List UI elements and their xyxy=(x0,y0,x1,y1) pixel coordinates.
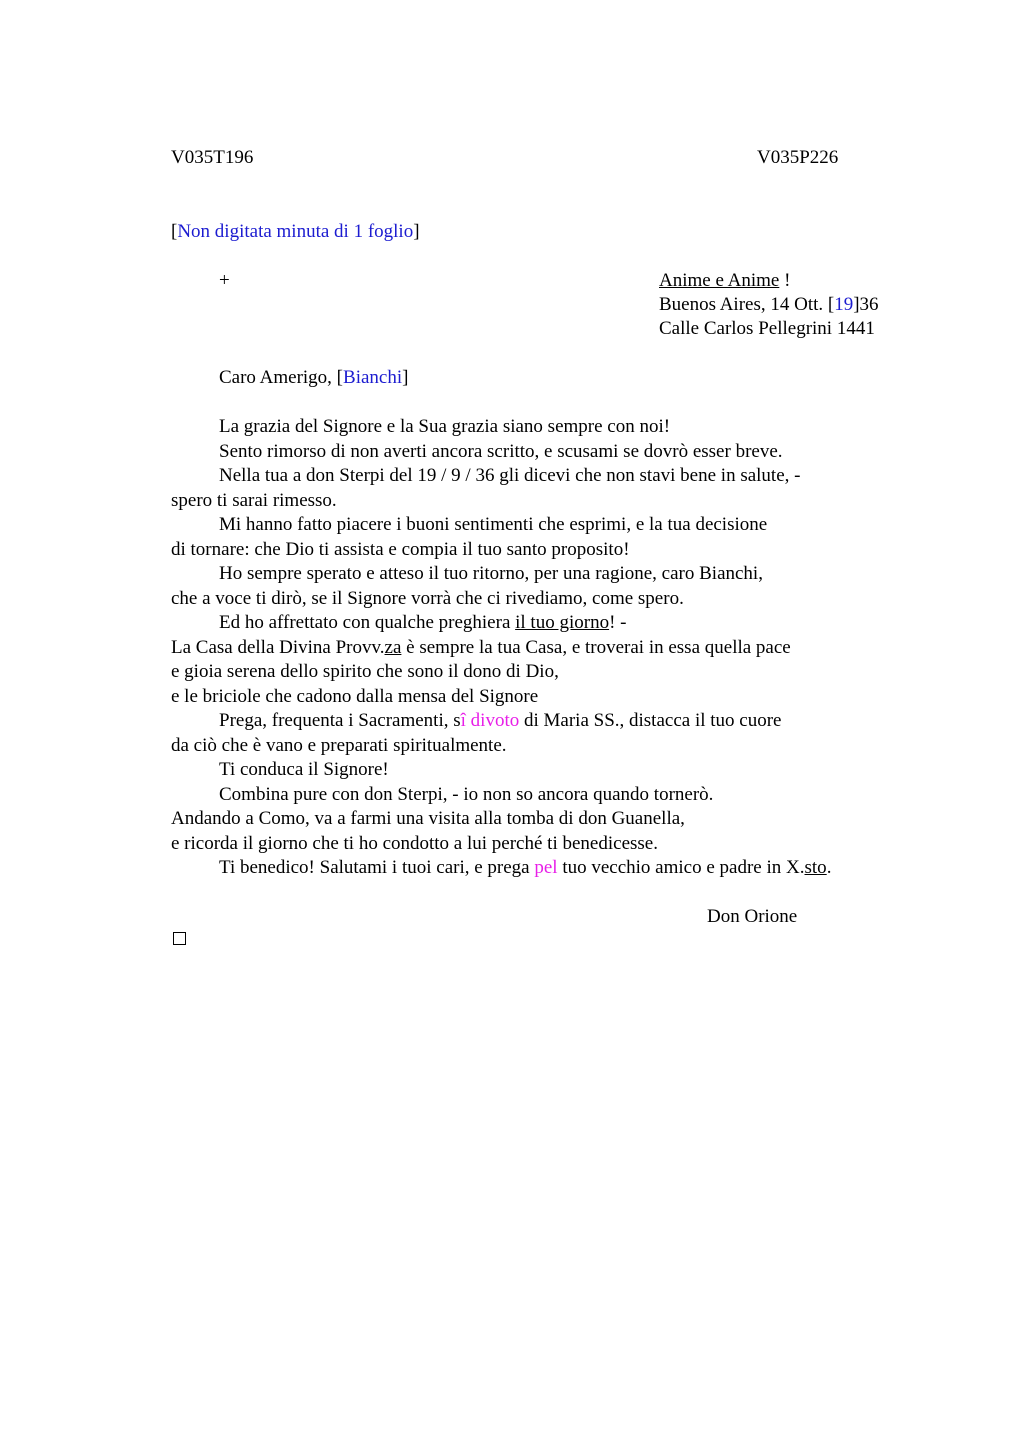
text-fragment: Ed ho affrettato con qualche preghiera xyxy=(219,612,516,633)
salutation-prefix: Caro Amerigo, [ xyxy=(219,367,344,388)
motto-underlined: Anime e Anime xyxy=(659,270,780,291)
body-line xyxy=(219,611,626,635)
body-line: Combina pure con don Sterpi, - io non so ancora quando tornerò. xyxy=(219,784,714,805)
body-line xyxy=(219,856,831,880)
body-line xyxy=(171,636,791,660)
text-fragment: di Maria SS., distacca il tuo cuore xyxy=(519,710,782,731)
empty-box-icon xyxy=(173,932,186,945)
underlined-abbreviation: sto xyxy=(804,857,827,878)
text-fragment: . xyxy=(826,857,832,878)
salutation xyxy=(219,366,408,390)
underlined-phrase: il tuo giorno xyxy=(515,612,610,633)
body-line xyxy=(219,709,781,733)
date-suffix: ]36 xyxy=(853,294,879,315)
body-line: Andando a Como, va a farmi una visita alla tomba di don Guanella, xyxy=(171,808,685,829)
body-line: che a voce ti dirò, se il Signore vorrà che ci rivediamo, come spero. xyxy=(171,588,684,609)
body-line: Nella tua a don Sterpi del 19 / 9 / 36 gli dicevi che non stavi bene in salute, - xyxy=(219,465,801,486)
salutation-suffix: ] xyxy=(402,367,409,388)
note-close-bracket: ] xyxy=(413,221,420,242)
text-fragment: è sempre la tua Casa, e troverai in essa quella pace xyxy=(401,637,791,658)
body-line: da ciò che è vano e preparati spiritualmente. xyxy=(171,735,507,756)
underlined-abbreviation: za xyxy=(384,637,402,658)
text-fragment: ! - xyxy=(609,612,627,633)
highlighted-word: pel xyxy=(534,857,558,878)
body-line: e gioia serena dello spirito che sono il dono di Dio, xyxy=(171,661,559,682)
signature: Don Orione xyxy=(707,906,798,927)
text-fragment: Prega, frequenta i Sacramenti, s xyxy=(219,710,461,731)
editorial-note xyxy=(171,220,420,244)
body-line: e le briciole che cadono dalla mensa del Signore xyxy=(171,686,539,707)
body-line: e ricorda il giorno che ti ho condotto a lui perché ti benedicesse. xyxy=(171,833,658,854)
note-text: Non digitata minuta di 1 foglio xyxy=(177,221,414,242)
text-fragment: La Casa della Divina Provv. xyxy=(171,637,385,658)
address: Calle Carlos Pellegrini 1441 xyxy=(659,318,875,339)
highlighted-phrase: î divoto xyxy=(460,710,520,731)
document-code-right: V035P226 xyxy=(757,147,839,168)
text-fragment: tuo vecchio amico e padre in X. xyxy=(557,857,805,878)
body-line: Mi hanno fatto piacere i buoni sentimenti che esprimi, e la tua decisione xyxy=(219,514,768,535)
text-fragment: Ti benedico! Salutami i tuoi cari, e prega xyxy=(219,857,535,878)
salutation-name: Bianchi xyxy=(343,367,403,388)
body-line: spero ti sarai rimesso. xyxy=(171,490,337,511)
cross-symbol: + xyxy=(219,270,230,291)
body-line: La grazia del Signore e la Sua grazia siano sempre con noi! xyxy=(219,416,671,437)
body-line: Ho sempre sperato e atteso il tuo ritorno, per una ragione, caro Bianchi, xyxy=(219,563,763,584)
note-open-bracket: [ xyxy=(171,221,178,242)
date-prefix: Buenos Aires, 14 Ott. [ xyxy=(659,294,835,315)
motto-suffix: ! xyxy=(779,270,791,291)
place-date xyxy=(659,293,879,317)
motto xyxy=(659,269,790,293)
body-line: Ti conduca il Signore! xyxy=(219,759,389,780)
body-line: Sento rimorso di non averti ancora scritto, e scusami se dovrò esser breve. xyxy=(219,441,783,462)
document-code-left: V035T196 xyxy=(171,147,254,168)
body-line: di tornare: che Dio ti assista e compia il tuo santo proposito! xyxy=(171,539,630,560)
date-year-part: 19 xyxy=(834,294,854,315)
